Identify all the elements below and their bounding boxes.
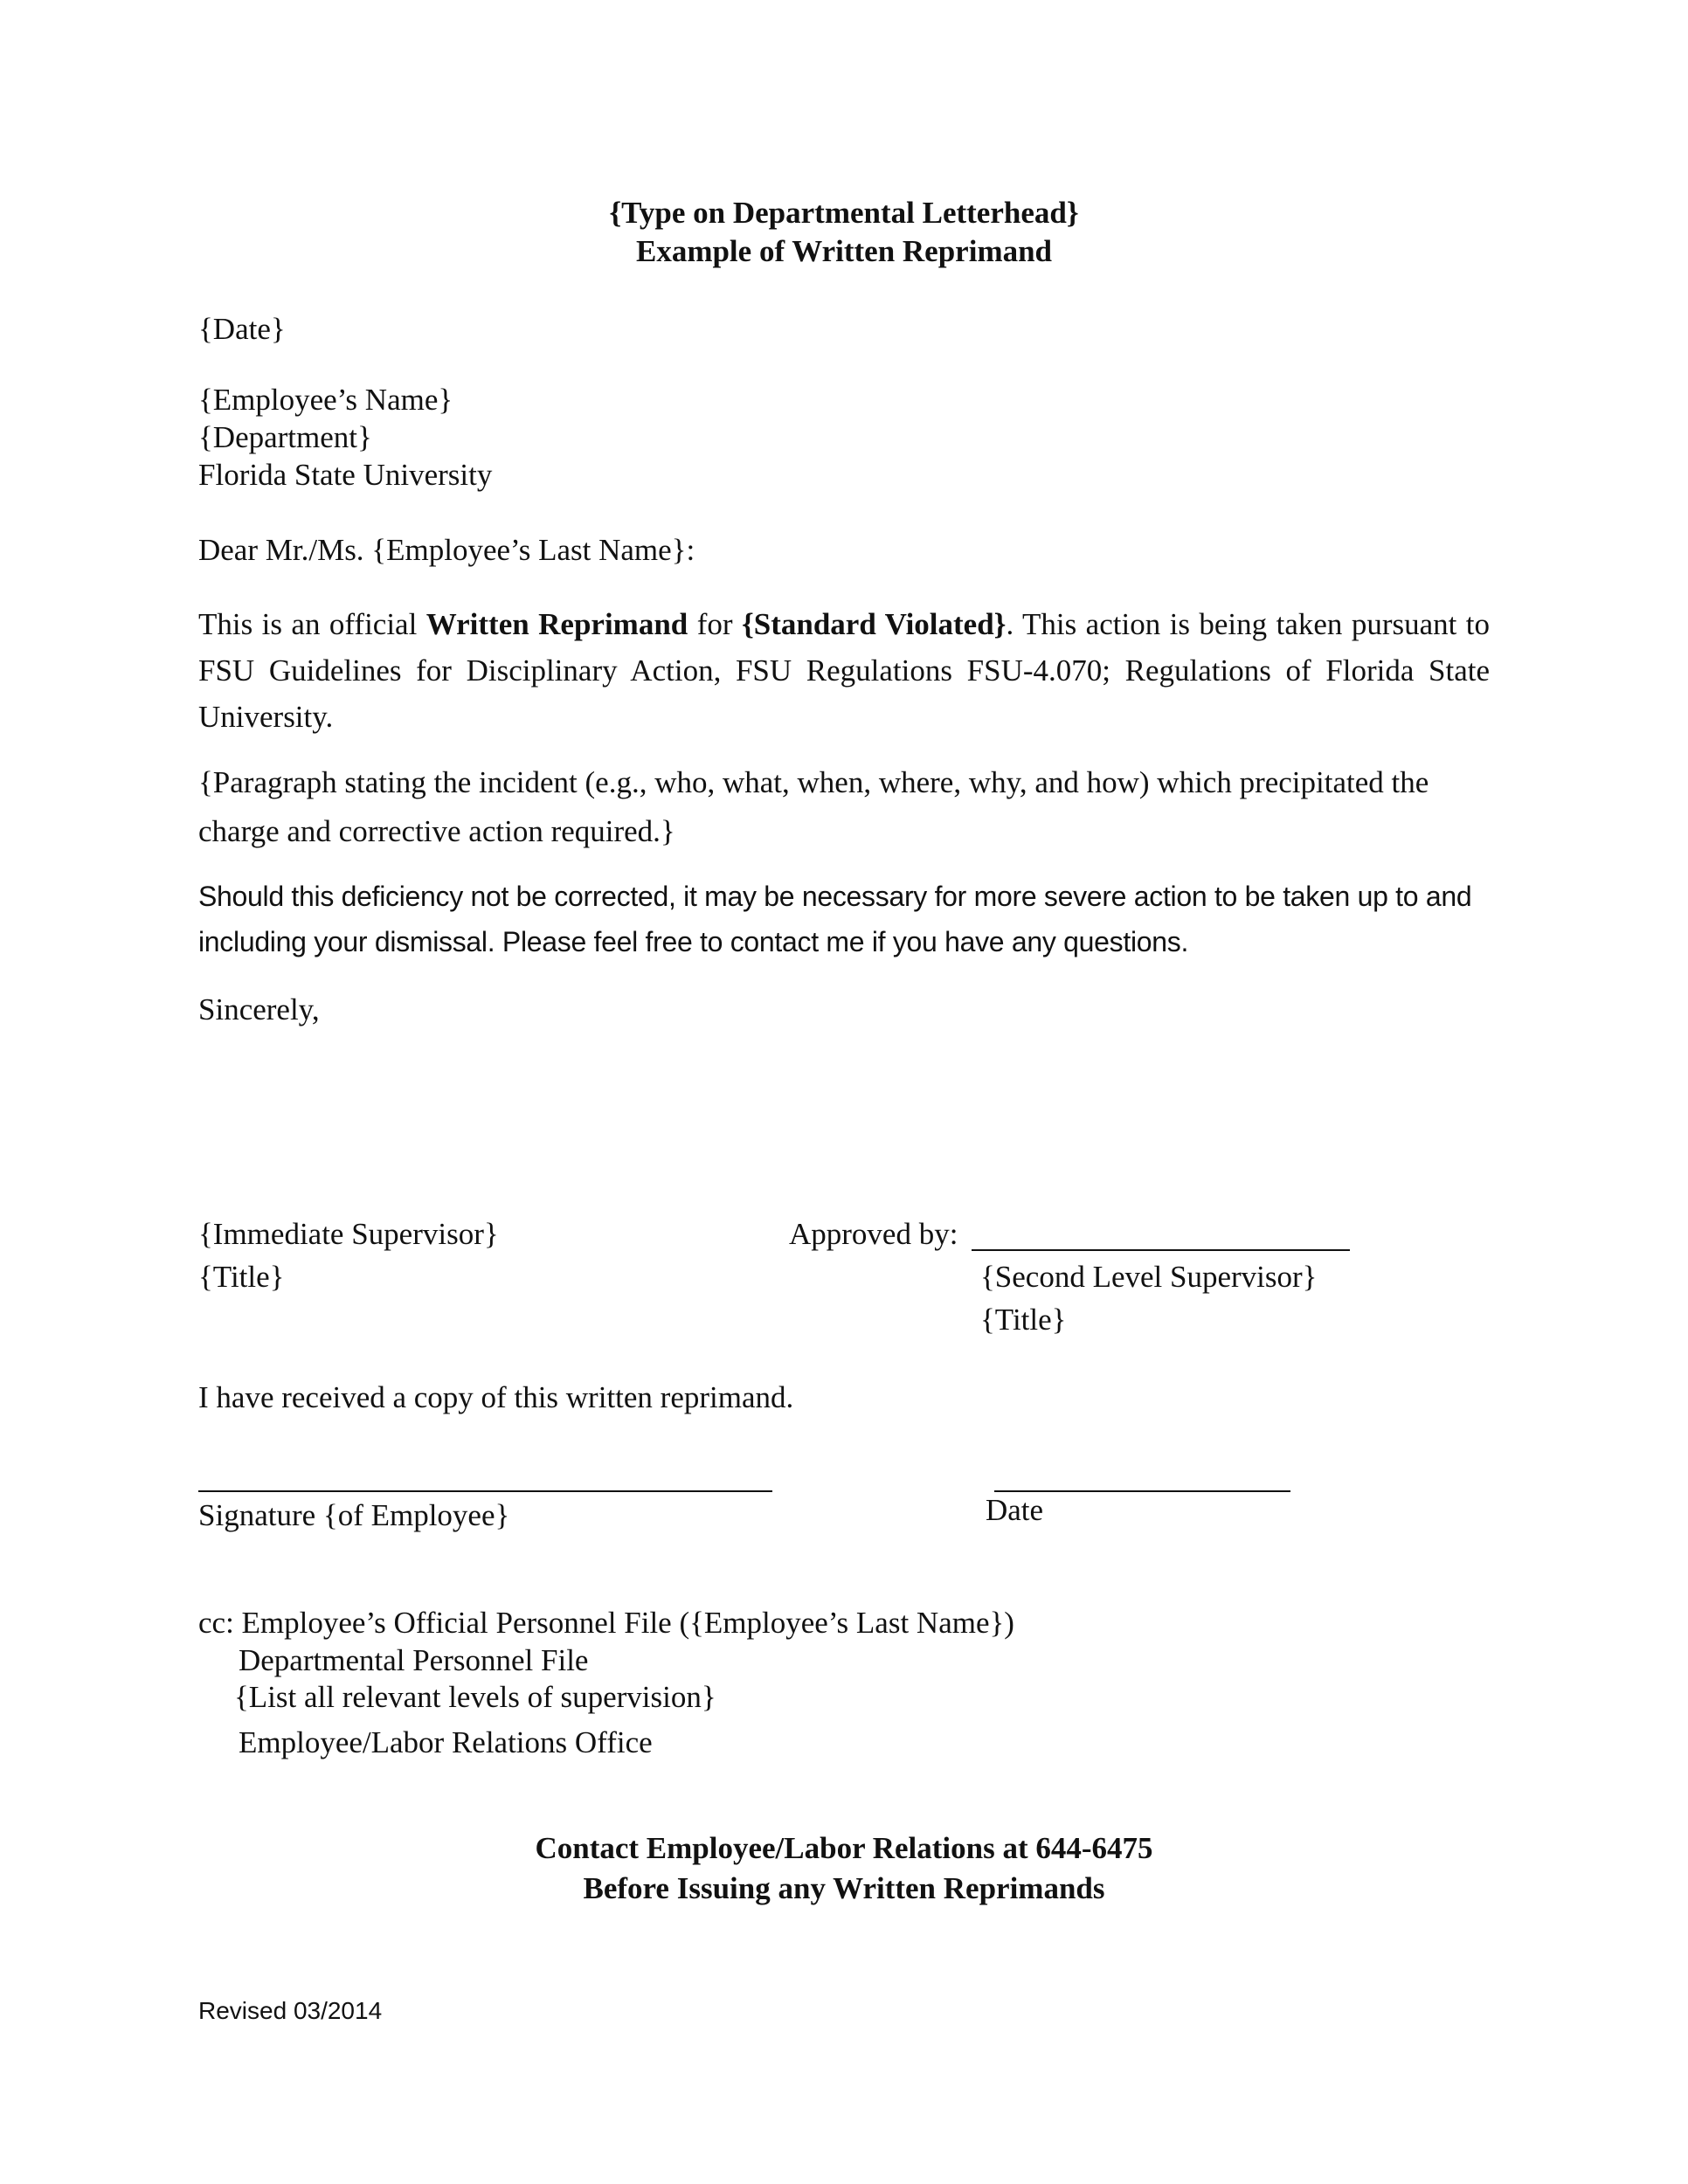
approval-signature-line [972, 1249, 1350, 1251]
supervisor-title: {Title} [198, 1260, 285, 1294]
cc-line-labor-relations: Employee/Labor Relations Office [239, 1725, 653, 1759]
paragraph-text: This is an official [198, 607, 426, 641]
letterhead-note: {Type on Departmental Letterhead} [609, 196, 1079, 230]
acknowledgement-statement: I have received a copy of this written reprimand. [198, 1380, 794, 1414]
employee-signature-label: Signature {of Employee} [198, 1498, 510, 1532]
recipient-department: {Department} [198, 420, 372, 454]
warning-paragraph: Should this deficiency not be corrected, it may be necessary for more severe action to be taken up to and including your dismissal. Please feel free to contact me if you have any questions. [198, 881, 1472, 957]
recipient-name: {Employee’s Name} [198, 383, 453, 417]
issuing-notice: Before Issuing any Written Reprimands [583, 1871, 1105, 1905]
approved-by-label: Approved by: [789, 1217, 958, 1251]
paragraph-text: . This action is being taken pursuant to FSU Guidelines for Disciplinary Action, FSU Regulations FSU-4.070; Regulations of Florida State University. [198, 607, 1491, 734]
contact-notice: Contact Employee/Labor Relations at 644-6475 [535, 1831, 1153, 1865]
second-level-supervisor: {Second Level Supervisor} [980, 1260, 1318, 1294]
date-label: Date [986, 1493, 1044, 1527]
immediate-supervisor: {Immediate Supervisor} [198, 1217, 499, 1251]
standard-violated: {Standard Violated} [741, 607, 1007, 641]
second-supervisor-title: {Title} [980, 1303, 1067, 1337]
revision-date: Revised 03/2014 [198, 1997, 383, 2024]
reprimand-type: Written Reprimand [425, 607, 688, 641]
reprimand-paragraph [198, 601, 1490, 740]
employee-signature-line [198, 1490, 772, 1492]
closing: Sincerely, [198, 992, 320, 1026]
cc-line-official-file: cc: Employee’s Official Personnel File ({Employee’s Last Name}) [198, 1606, 1014, 1640]
cc-line-supervision: {List all relevant levels of supervision} [234, 1680, 716, 1714]
paragraph-text: for [688, 607, 742, 641]
recipient-organization: Florida State University [198, 458, 493, 492]
cc-line-departmental-file: Departmental Personnel File [239, 1643, 589, 1677]
incident-paragraph: {Paragraph stating the incident (e.g., who, what, when, where, why, and how) which precipitated the charge and corrective action required.} [198, 765, 1429, 848]
document-title: Example of Written Reprimand [635, 234, 1053, 268]
date-placeholder: {Date} [198, 312, 286, 346]
salutation: Dear Mr./Ms. {Employee’s Last Name}: [198, 533, 695, 567]
